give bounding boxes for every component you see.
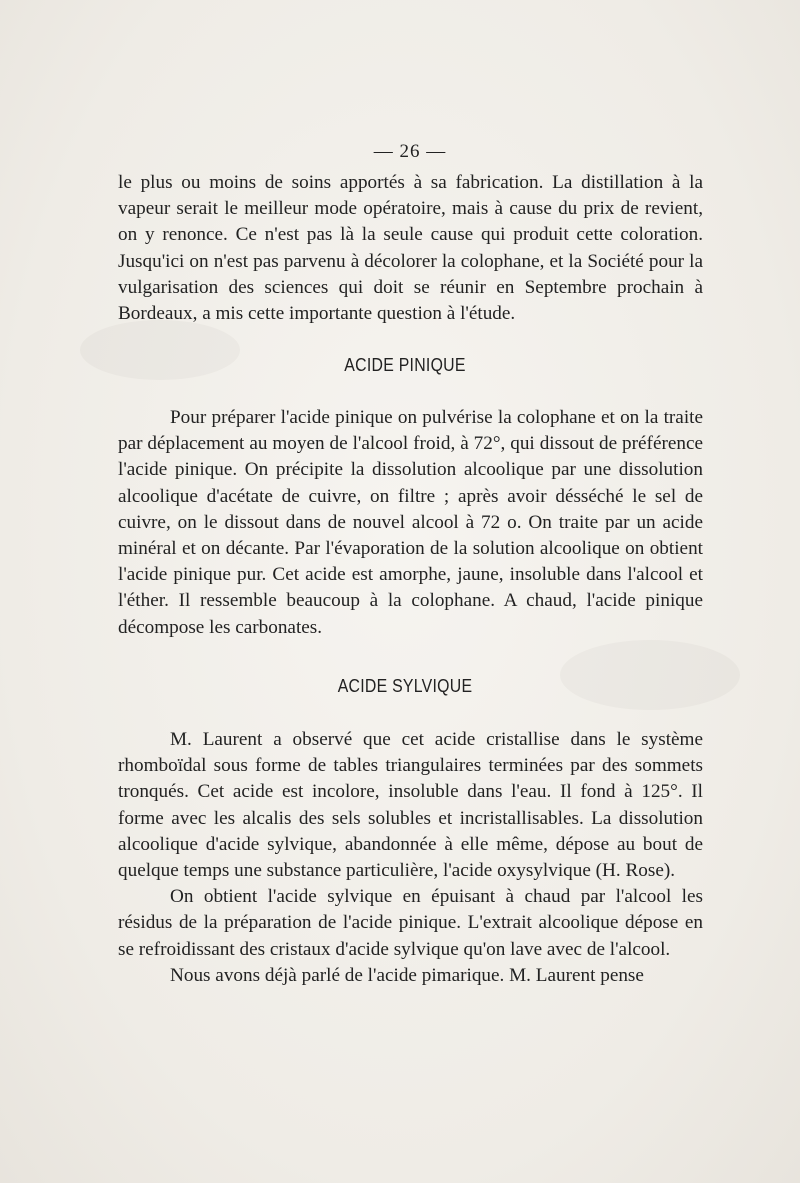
paragraph-acide-sylvique [118, 727, 703, 989]
paragraph-text: Pour préparer l'acide pinique on pulvérise la colophane et on la traite par déplacement au moyen de l'alcool froid, à 72°, qui dissout de préférence l'acide pinique. On précipite la dissolution alcoolique par une dissolution alcoolique d'acétate de cuivre, on filtre ; après avoir désséché le sel de cuivre, on le dissout dans de nouvel alcool à 72 o. On traite par un acide minéral et on décante. Par l'évaporation de la solution alcoolique on obtient l'acide pinique pur. Cet acide est amorphe, jaune, insoluble dans l'alcool et l'éther. Il ressemble beaucoup à la colophane. A chaud, l'acide pinique décompose les carbonates. [118, 407, 703, 638]
paragraph-text: On obtient l'acide sylvique en épuisant à chaud par l'alcool les résidus de la préparation de l'acide pinique. L'extrait alcoolique dépose en se refroidissant des cristaux d'acide sylvique qu'on lave avec de l'alcool. [118, 886, 703, 960]
page-number: — 26 — [373, 141, 447, 162]
section-heading-acide-sylvique: ACIDE SYLVIQUE [337, 676, 473, 696]
paragraph-acide-pinique [118, 405, 703, 641]
paper-stain [560, 640, 740, 710]
paragraph-text: Nous avons déjà parlé de l'acide pimarique. M. Laurent pense [170, 964, 644, 986]
paragraph-text: le plus ou moins de soins apportés à sa fabrication. La distillation à la vapeur serait le meilleur mode opératoire, mais à cause du prix de revient, on y renonce. Ce n'est pas là la seule cause qui produit cette coloration. Jusqu'ici on n'est pas parvenu à décolorer la colophane, et la Société pour la vulgarisation des sciences qui doit se réunir en Septembre prochain à Bordeaux, a mis cette importante question à l'étude. [118, 172, 703, 325]
section-heading-acide-pinique: ACIDE PINIQUE [344, 355, 466, 375]
paragraph-text: M. Laurent a observé que cet acide cristallise dans le système rhomboïdal sous forme de tables triangulaires terminées par des sommets tronqués. Cet acide est incolore, insoluble dans l'eau. Il fond à 125°. Il forme avec les alcalis des sels solubles et incristallisables. La dissolution alcoolique d'acide sylvique, abandonnée à elle même, dépose au bout de quelque temps une substance particulière, l'acide oxysylvique (H. Rose). [118, 729, 703, 882]
paragraph-intro [118, 170, 703, 327]
